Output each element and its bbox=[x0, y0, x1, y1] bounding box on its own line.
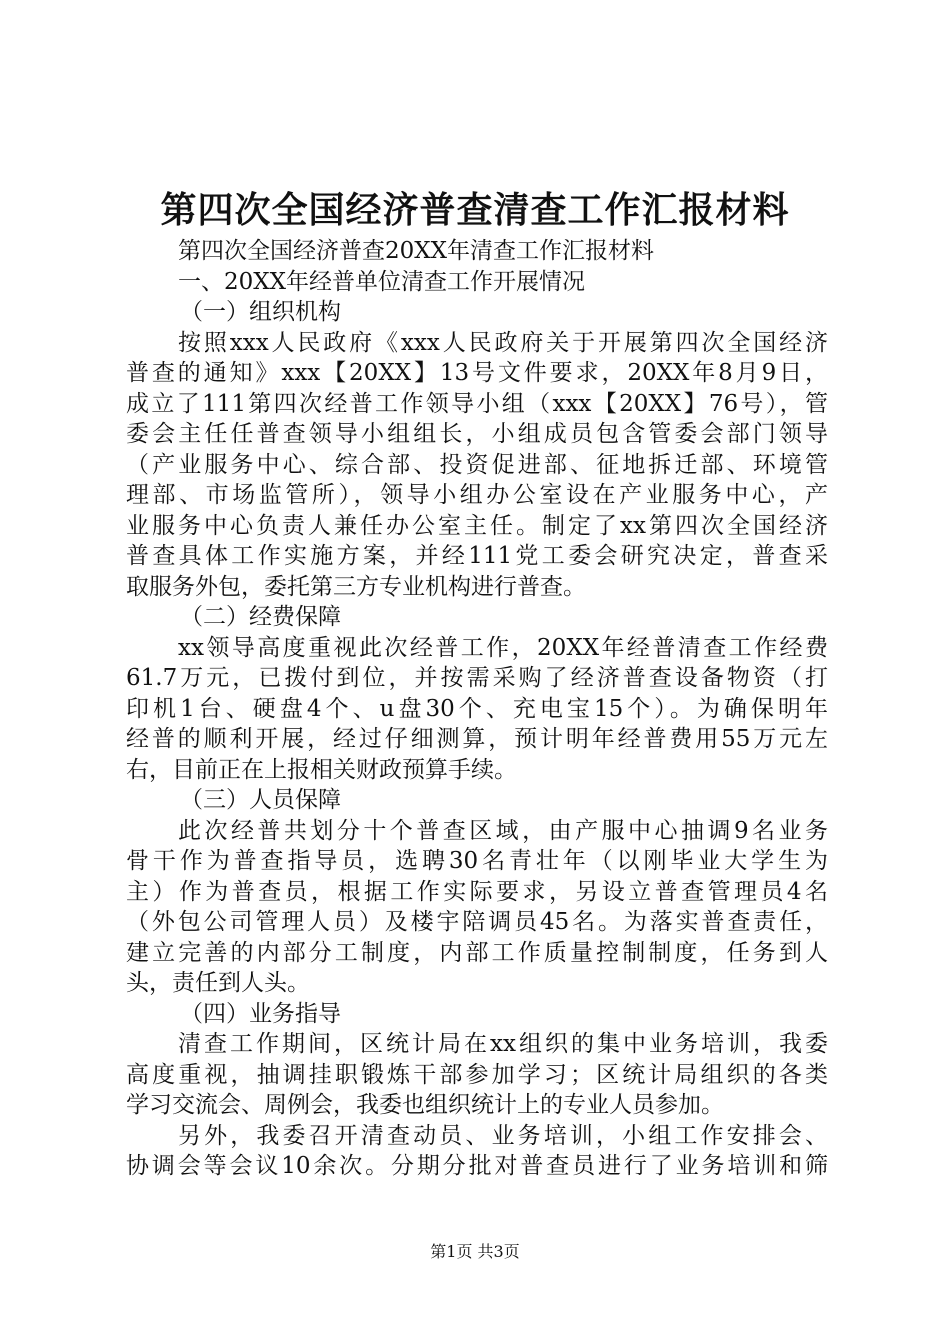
text-line: 第四次全国经济普查20XX年清查工作汇报材料 bbox=[178, 238, 655, 264]
text-line: 业服务中心负责人兼任办公室主任。制定了xx第四次全国经济 bbox=[126, 512, 828, 539]
text-line: 理部、市场监管所），领导小组办公室设在产业服务中心，产 bbox=[126, 482, 828, 508]
text-line: 普查的通知》xxx【20XX】13号文件要求，20XX年8月9日， bbox=[126, 360, 828, 386]
text-line: 另外，我委召开清查动员、业务培训，小组工作安排会、 bbox=[178, 1122, 828, 1149]
text-line: 骨干作为普查指导员，选聘30名青壮年（以刚毕业大学生为 bbox=[126, 848, 828, 874]
text-line: （一）组织机构 bbox=[180, 299, 341, 325]
text-line: 成立了111第四次经普工作领导小组（xxx【20XX】76号），管 bbox=[126, 390, 828, 417]
document-body bbox=[126, 236, 828, 1182]
text-line: 61.7万元，已拨付到位，并按需采购了经济普查设备物资（打 bbox=[126, 665, 828, 691]
page-footer: 第1页 共3页 bbox=[430, 1242, 520, 1261]
text-line: （四）业务指导 bbox=[180, 1000, 341, 1027]
text-line: 主）作为普查员，根据工作实际要求，另设立普查管理员4名 bbox=[126, 878, 828, 905]
text-line: 学习交流会、周例会，我委也组织统计上的专业人员参加。 bbox=[126, 1092, 724, 1118]
text-line: 经普的顺利开展，经过仔细测算，预计明年经普费用55万元左 bbox=[126, 726, 828, 752]
text-line: 此次经普共划分十个普查区域，由产服中心抽调9名业务 bbox=[178, 817, 828, 844]
text-line: 印机1台、硬盘4个、u盘30个、充电宝15个）。为确保明年 bbox=[126, 695, 828, 722]
text-line: 普查具体工作实施方案，并经111党工委会研究决定，普查采 bbox=[126, 543, 828, 569]
text-line: xx领导高度重视此次经普工作，20XX年经普清查工作经费 bbox=[178, 634, 828, 661]
text-line: （二）经费保障 bbox=[180, 604, 341, 630]
text-line: 按照xxx人民政府《xxx人民政府关于开展第四次全国经济 bbox=[178, 329, 828, 356]
text-line: 建立完善的内部分工制度，内部工作质量控制制度，任务到人 bbox=[126, 939, 828, 966]
text-line: （产业服务中心、综合部、投资促进部、征地拆迁部、环境管 bbox=[126, 451, 828, 478]
text-line: 高度重视，抽调挂职锻炼干部参加学习；区统计局组织的各类 bbox=[126, 1061, 828, 1088]
document-title: 第四次全国经济普查清查工作汇报材料 bbox=[160, 189, 790, 231]
text-line: 清查工作期间，区统计局在xx组织的集中业务培训，我委 bbox=[178, 1031, 828, 1057]
text-line: 协调会等会议10余次。分期分批对普查员进行了业务培训和筛 bbox=[126, 1153, 828, 1179]
text-line: （外包公司管理人员）及楼宇陪调员45名。为落实普查责任， bbox=[126, 909, 828, 935]
text-line: 右，目前正在上报相关财政预算手续。 bbox=[126, 756, 517, 783]
text-line: 取服务外包，委托第三方专业机构进行普查。 bbox=[126, 573, 586, 600]
text-line: 头，责任到人头。 bbox=[126, 970, 310, 996]
text-line: （三）人员保障 bbox=[180, 787, 341, 813]
text-line: 一、20XX年经普单位清查工作开展情况 bbox=[178, 268, 586, 295]
text-line: 委会主任任普查领导小组组长，小组成员包含管委会部门领导 bbox=[126, 421, 828, 447]
